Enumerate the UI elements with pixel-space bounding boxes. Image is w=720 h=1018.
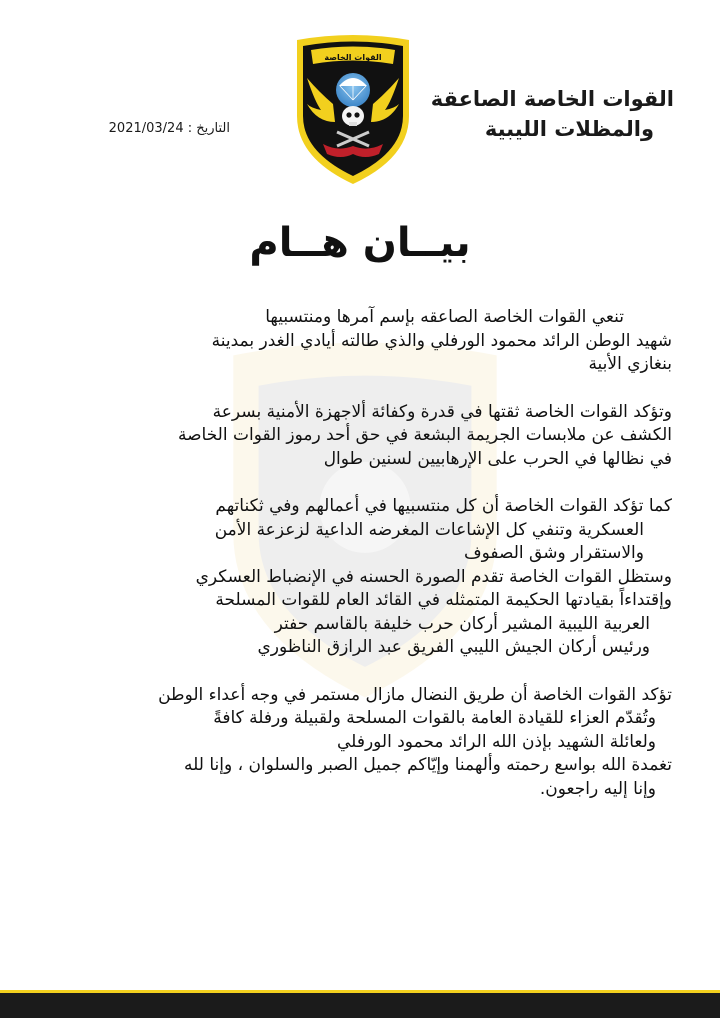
body-line: العربية الليبية المشير أركان حرب خليفة بالقاسم حفتر [274, 613, 650, 634]
body-line: وتؤكد القوات الخاصة ثقتها في قدرة وكفائة ألاجهزة الأمنية بسرعة [212, 401, 672, 422]
body-line: العسكرية وتنفي كل الإشاعات المغرضه الداعية لزعزعة الأمن [214, 519, 644, 540]
paragraph-condolence [40, 306, 672, 377]
paragraph-affirmation [40, 495, 672, 660]
body-line: شهيد الوطن الرائد محمود الورفلي والذي طالته أيادي الغدر بمدينة [211, 330, 672, 351]
statement-body [40, 306, 672, 825]
body-line: ورئيس أركان الجيش الليبي الفريق عبد الرازق الناظوري [257, 637, 650, 657]
special-forces-emblem-logo [293, 32, 413, 188]
body-line: كما تؤكد القوات الخاصة أن كل منتسبيها في أعمالهم وفي ثكناتهم [215, 496, 672, 516]
statement-title: بيــان هــام [249, 220, 471, 266]
emblem-banner-text: القوات الخاصة [324, 53, 382, 62]
body-line: في نظالها في الحرب على الإرهابيين لسنين طوال [323, 448, 672, 469]
body-line: وإنا إليه راجعون. [539, 778, 656, 799]
body-line: والاستقرار وشق الصفوف [463, 543, 644, 563]
organization-name-line2: والمظلات الليبية [484, 117, 654, 141]
footer-bar [0, 993, 720, 1018]
body-line: ولعائلة الشهيد بإذن الله الرائد محمود الورفلي [337, 731, 656, 752]
date-label: التاريخ : [187, 121, 230, 136]
body-line: وتُقدّم العزاء للقيادة العامة بالقوات المسلحة ولقبيلة ورفلة كافةً [213, 708, 656, 728]
organization-name [414, 84, 674, 144]
paragraph-confidence [40, 401, 672, 472]
body-line: بنغازي الأبية [588, 354, 672, 374]
body-line: تؤكد القوات الخاصة أن طريق النضال مازال مستمر في وجه أعداء الوطن [158, 684, 672, 705]
organization-name-line1: القوات الخاصة الصاعقة [430, 87, 674, 111]
body-line: تنعي القوات الخاصة الصاعقه بإسم آمرها ومنتسبيها [265, 307, 624, 327]
paragraph-struggle [40, 684, 672, 802]
document-date [40, 121, 230, 136]
body-line: الكشف عن ملابسات الجريمة البشعة في حق أحد رموز القوات الخاصة [177, 425, 672, 445]
body-line: وستظل القوات الخاصة تقدم الصورة الحسنه في الإنضباط العسكري [195, 566, 672, 587]
body-line: تغمدة الله بواسع رحمته وألهمنا وإيّاكم جميل الصبر والسلوان ، وإنا لله [184, 755, 672, 775]
date-value: 2021/03/24 [108, 121, 184, 136]
body-line: وإقتداءاً بقيادتها الحكيمة المتمثله في القائد العام للقوات المسلحة [215, 590, 672, 610]
